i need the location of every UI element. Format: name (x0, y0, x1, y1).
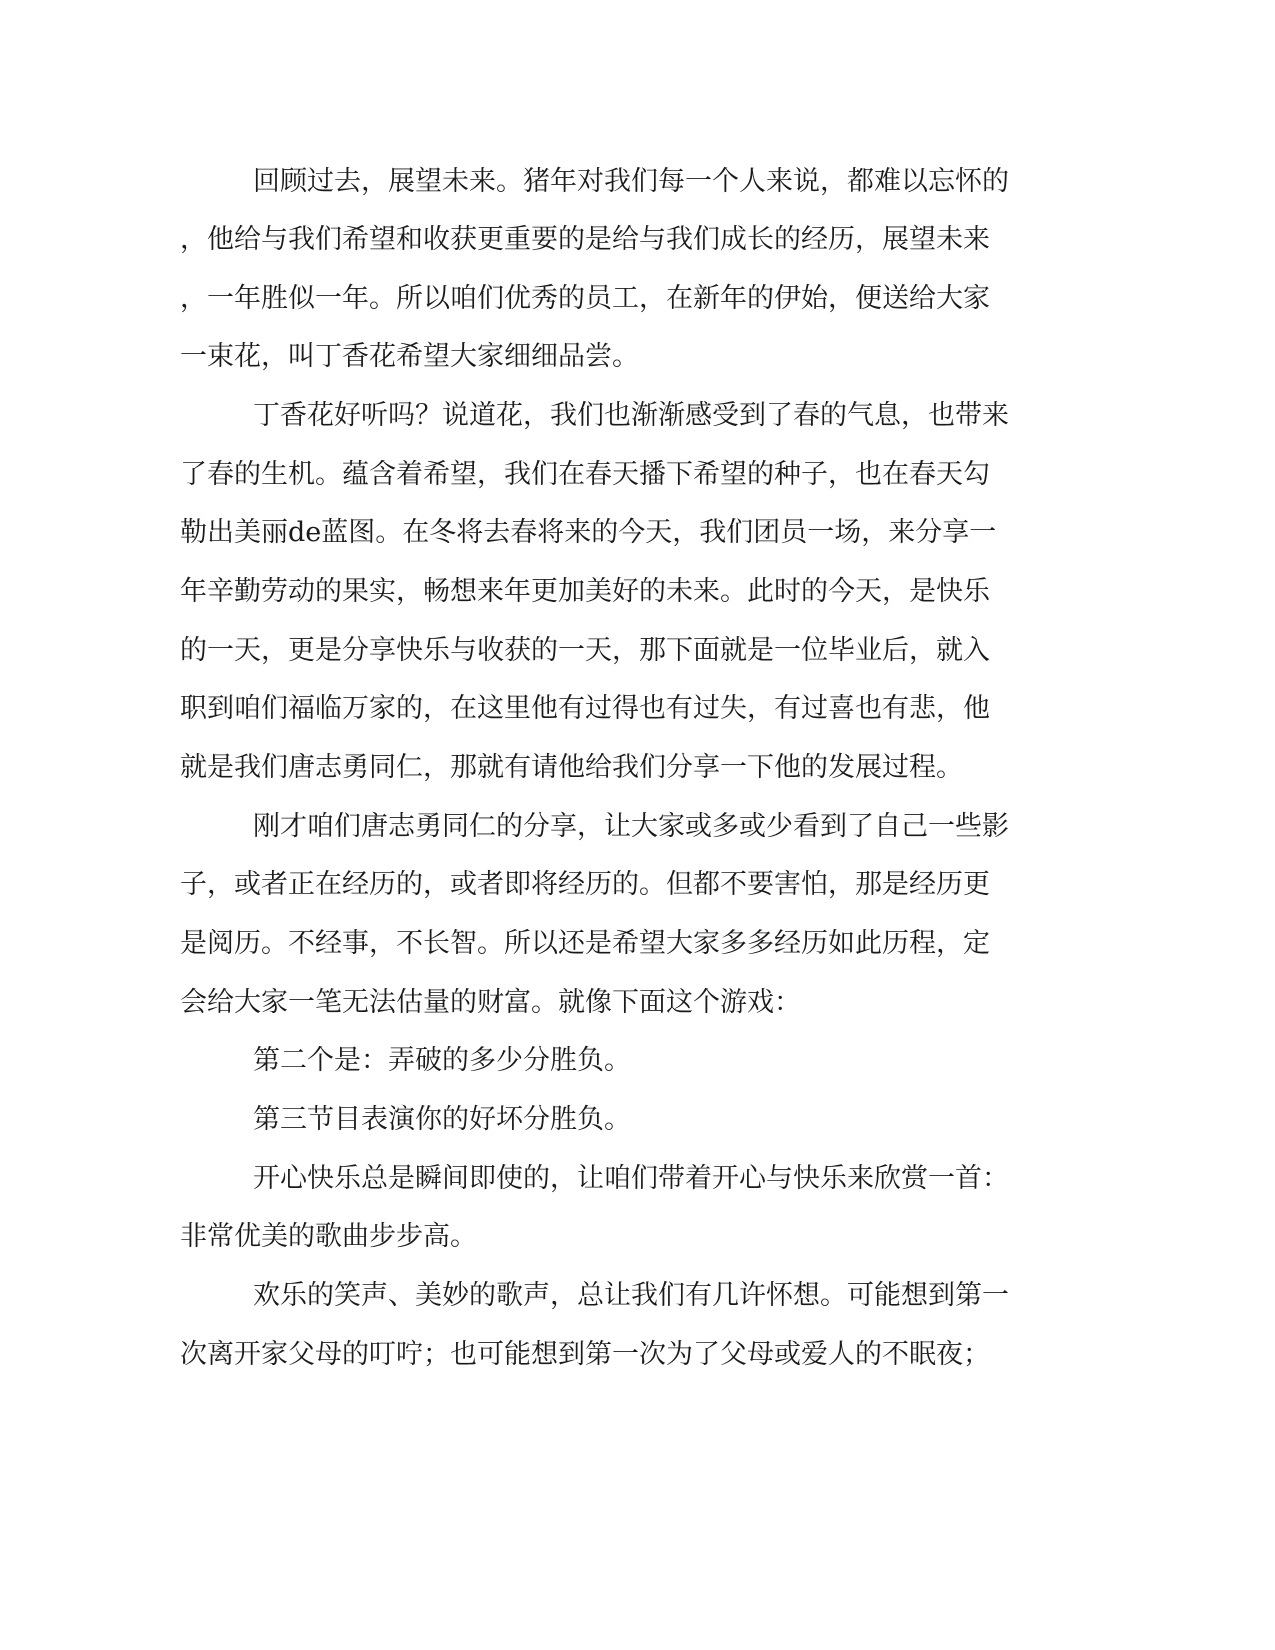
text-line: 子，或者正在经历的，或者即将经历的。但都不要害怕，那是经历更 (180, 869, 990, 900)
text-line: 勒出美丽de蓝图。在冬将去春将来的今天，我们团员一场，来分享一 (180, 517, 997, 548)
text-line: 非常优美的歌曲步步高。 (180, 1221, 477, 1252)
text-line: 丁香花好听吗？说道花，我们也渐渐感受到了春的气息，也带来 (253, 400, 1009, 431)
text-line: 会给大家一笔无法估量的财富。就像下面这个游戏： (180, 987, 801, 1018)
text-line: 了春的生机。蕴含着希望，我们在春天播下希望的种子，也在春天勾 (180, 459, 990, 490)
text-line: 第二个是：弄破的多少分胜负。 (253, 1045, 631, 1076)
text-line: 年辛勤劳动的果实，畅想来年更加美好的未来。此时的今天，是快乐 (180, 576, 990, 607)
text-line: 一束花，叫丁香花希望大家细细品尝。 (180, 341, 639, 372)
text-line: 开心快乐总是瞬间即使的，让咱们带着开心与快乐来欣赏一首： (253, 1163, 1009, 1194)
text-line: 就是我们唐志勇同仁，那就有请他给我们分享一下他的发展过程。 (180, 752, 963, 783)
text-line: 回顾过去，展望未来。猪年对我们每一个人来说，都难以忘怀的 (253, 166, 1009, 197)
text-line: ，一年胜似一年。所以咱们优秀的员工，在新年的伊始，便送给大家 (180, 283, 990, 314)
text-line: 次离开家父母的叮咛；也可能想到第一次为了父母或爱人的不眠夜； (180, 1339, 990, 1370)
text-line: 欢乐的笑声、美妙的歌声，总让我们有几许怀想。可能想到第一 (253, 1280, 1009, 1311)
text-line: 刚才咱们唐志勇同仁的分享，让大家或多或少看到了自己一些影 (253, 811, 1009, 842)
text-line: 的一天，更是分享快乐与收获的一天，那下面就是一位毕业后，就入 (180, 635, 990, 666)
text-line: ，他给与我们希望和收获更重要的是给与我们成长的经历，展望未来 (180, 224, 990, 255)
text-line: 是阅历。不经事，不长智。所以还是希望大家多多经历如此历程，定 (180, 928, 990, 959)
text-line: 职到咱们福临万家的，在这里他有过得也有过失，有过喜也有悲，他 (180, 693, 990, 724)
text-line: 第三节目表演你的好坏分胜负。 (253, 1104, 631, 1135)
